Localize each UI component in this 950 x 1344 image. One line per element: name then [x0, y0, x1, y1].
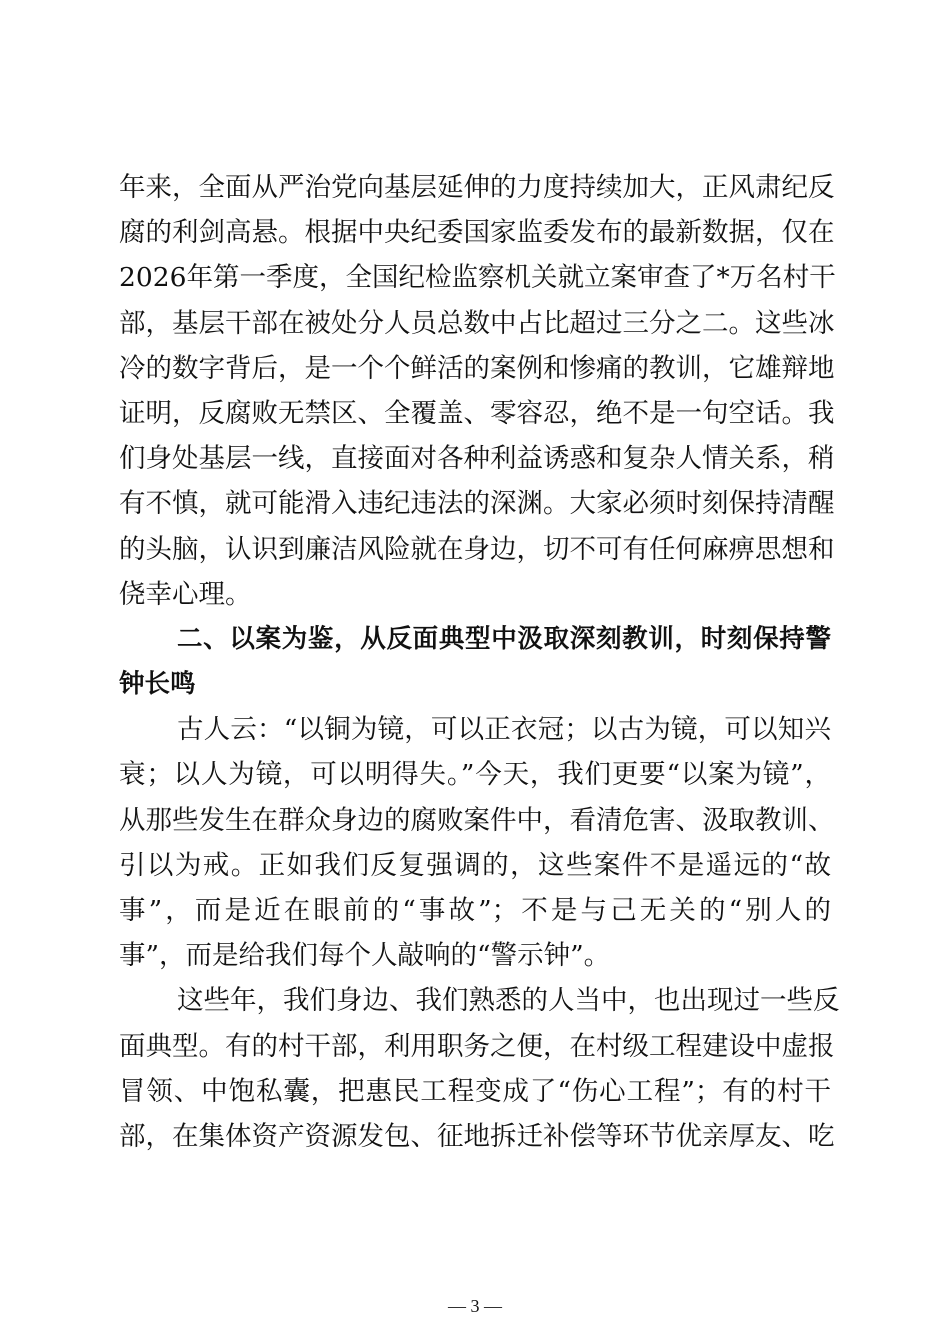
body-text-line: 冒领、中饱私囊，把惠民工程变成了“伤心工程”；有的村干 [119, 1076, 831, 1107]
body-text-line: 侥幸心理。 [119, 579, 252, 610]
body-text-line: 事”，而是给我们每个人敲响的“警示钟”。 [119, 940, 611, 971]
body-text-line: 部，在集体资产资源发包、征地拆迁补偿等环节优亲厚友、吃 [119, 1121, 835, 1152]
body-text-line: 从那些发生在群众身边的腐败案件中，看清危害、汲取教训、 [119, 805, 835, 836]
body-text-line: 2026年第一季度，全国纪检监察机关就立案审查了*万名村干 [119, 262, 836, 293]
page-number: — 3 — [448, 1296, 502, 1316]
body-text-line: 这些年，我们身边、我们熟悉的人当中，也出现过一些反 [177, 985, 840, 1016]
body-text-line: 古人云：“以铜为镜，可以正衣冠；以古为镜，可以知兴 [177, 714, 831, 745]
body-text-line: 们身处基层一线，直接面对各种利益诱惑和复杂人情关系，稍 [119, 443, 835, 474]
body-text-line: 冷的数字背后，是一个个鲜活的案例和惨痛的教训，它雄辩地 [119, 353, 835, 384]
body-text-line: 面典型。有的村干部，利用职务之便，在村级工程建设中虚报 [119, 1031, 835, 1062]
body-text-line: 的头脑，认识到廉洁风险就在身边，切不可有任何麻痹思想和 [119, 534, 835, 565]
body-text-line: 引以为戒。正如我们反复强调的，这些案件不是遥远的“故 [119, 850, 831, 881]
body-text-line: 腐的利剑高悬。根据中央纪委国家监委发布的最新数据，仅在 [119, 217, 835, 248]
body-text-line: 有不慎，就可能滑入违纪违法的深渊。大家必须时刻保持清醒 [119, 488, 835, 519]
section-heading: 钟长鸣 [119, 669, 196, 699]
body-text-line: 衰；以人为镜，可以明得失。”今天，我们更要“以案为镜”， [119, 759, 831, 790]
body-text-line: 事”，而是近在眼前的“事故”；不是与己无关的“别人的 [119, 895, 831, 926]
body-text-line: 证明，反腐败无禁区、全覆盖、零容忍，绝不是一句空话。我 [119, 398, 835, 429]
section-heading: 二、以案为鉴，从反面典型中汲取深刻教训，时刻保持警 [177, 624, 831, 654]
body-text-line: 年来，全面从严治党向基层延伸的力度持续加大，正风肃纪反 [119, 172, 835, 203]
body-text-line: 部，基层干部在被处分人员总数中占比超过三分之二。这些冰 [119, 308, 835, 339]
